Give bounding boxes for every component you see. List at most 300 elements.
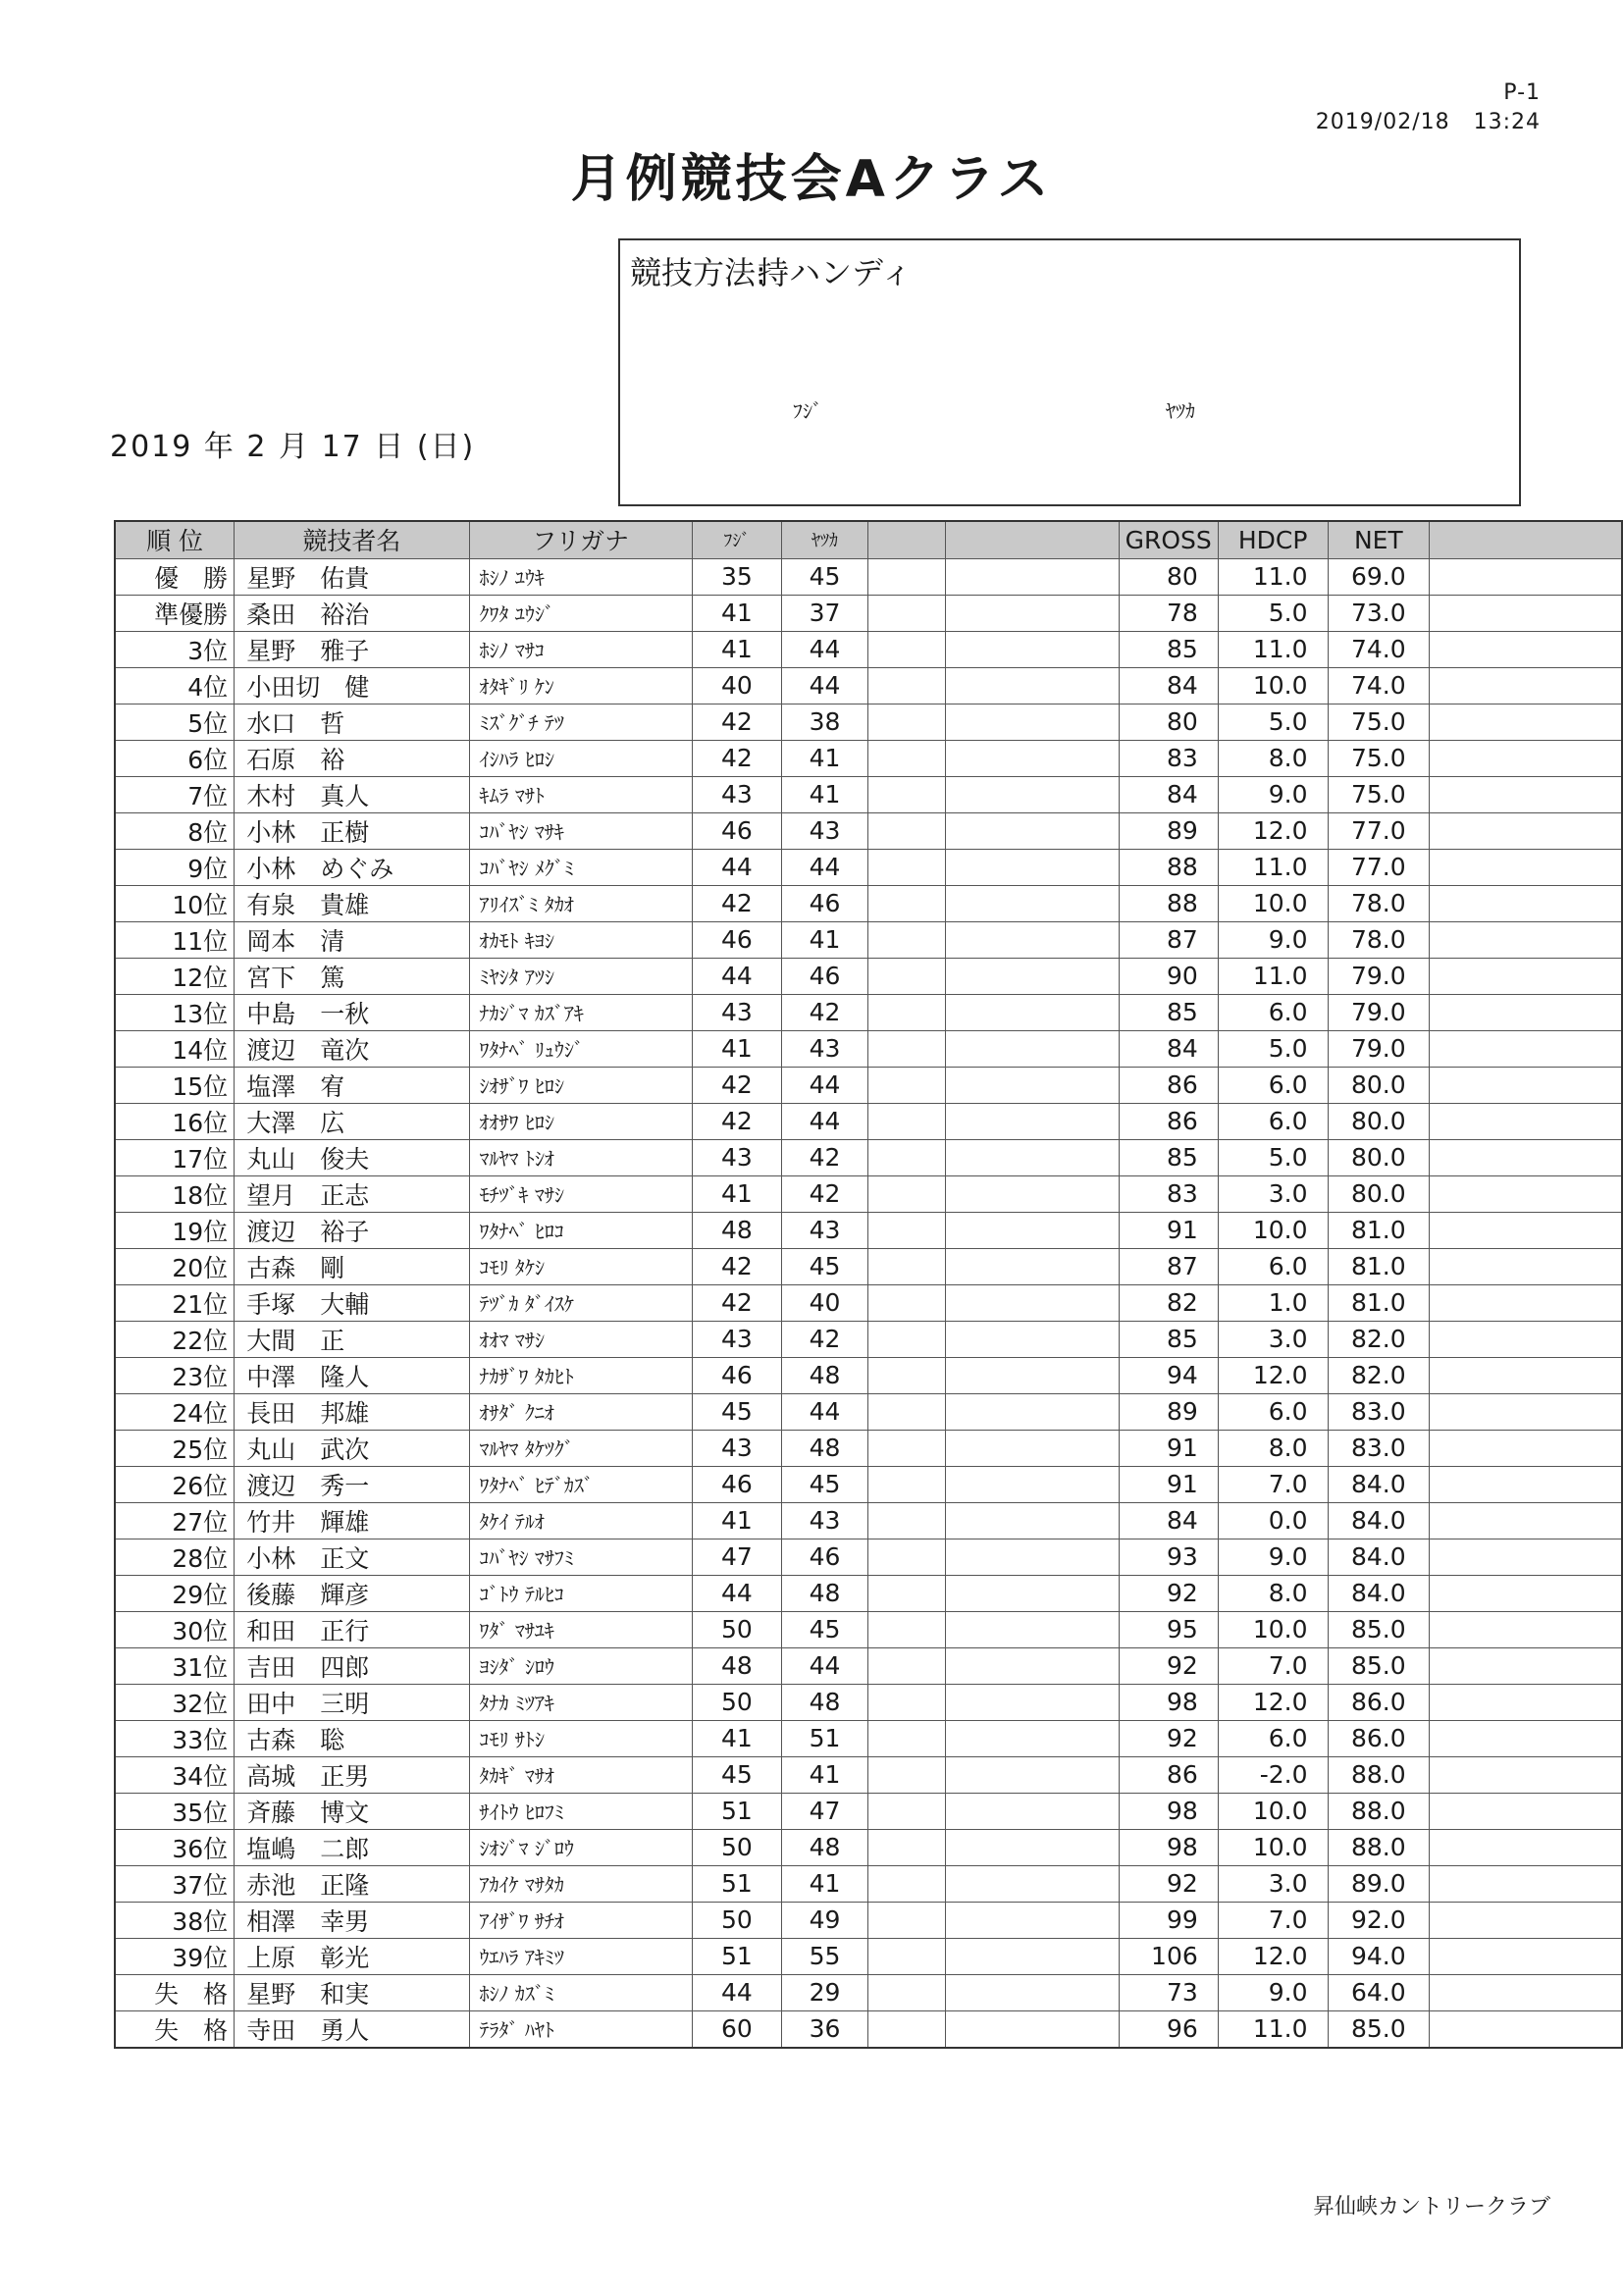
cell-furigana: ﾜﾀﾅﾍﾞ ﾘｭｳｼﾞ <box>469 1030 692 1067</box>
cell-furigana: ｺﾊﾞﾔｼ ﾒｸﾞﾐ <box>469 849 692 885</box>
competition-info-box <box>618 238 1521 506</box>
cell-blank-3 <box>1430 849 1622 885</box>
cell-player-name: 丸山 武次 <box>235 1430 469 1466</box>
cell-furigana: ﾎｼﾉ ﾏｻｺ <box>469 631 692 667</box>
cell-hdcp: 3.0 <box>1218 1865 1328 1902</box>
cell-yatsuka-score: 40 <box>782 1284 868 1321</box>
cell-blank-1 <box>867 849 945 885</box>
cell-blank-1 <box>867 1357 945 1393</box>
table-row <box>115 1139 1622 1175</box>
cell-blank-2 <box>946 1502 1119 1539</box>
cell-furigana: ﾅｶｼﾞﾏ ｶｽﾞｱｷ <box>469 994 692 1030</box>
cell-gross: 80 <box>1119 558 1218 595</box>
cell-fuji-score: 42 <box>692 1067 782 1103</box>
cell-blank-3 <box>1430 1865 1622 1902</box>
cell-fuji-score: 50 <box>692 1611 782 1647</box>
cell-yatsuka-score: 46 <box>782 1539 868 1575</box>
table-row <box>115 1575 1622 1611</box>
cell-blank-1 <box>867 958 945 994</box>
cell-fuji-score: 50 <box>692 1684 782 1720</box>
cell-blank-2 <box>946 1793 1119 1829</box>
cell-yatsuka-score: 38 <box>782 704 868 740</box>
cell-rank: 7位 <box>115 776 235 812</box>
cell-blank-2 <box>946 1539 1119 1575</box>
cell-rank: 35位 <box>115 1793 235 1829</box>
cell-fuji-score: 50 <box>692 1902 782 1938</box>
cell-fuji-score: 42 <box>692 704 782 740</box>
cell-net: 88.0 <box>1328 1756 1430 1793</box>
cell-blank-2 <box>946 704 1119 740</box>
cell-blank-3 <box>1430 1212 1622 1248</box>
table-row <box>115 1938 1622 1974</box>
cell-rank: 6位 <box>115 740 235 776</box>
cell-yatsuka-score: 47 <box>782 1793 868 1829</box>
cell-player-name: 望月 正志 <box>235 1175 469 1212</box>
cell-blank-3 <box>1430 1756 1622 1793</box>
cell-rank: 失 格 <box>115 2010 235 2048</box>
cell-player-name: 斉藤 博文 <box>235 1793 469 1829</box>
cell-furigana: ﾜﾀﾞ ﾏｻﾕｷ <box>469 1611 692 1647</box>
cell-fuji-score: 44 <box>692 1575 782 1611</box>
cell-gross: 93 <box>1119 1539 1218 1575</box>
cell-rank: 5位 <box>115 704 235 740</box>
cell-fuji-score: 51 <box>692 1865 782 1902</box>
cell-fuji-score: 41 <box>692 595 782 631</box>
cell-net: 64.0 <box>1328 1974 1430 2010</box>
cell-hdcp: 10.0 <box>1218 667 1328 704</box>
cell-gross: 84 <box>1119 667 1218 704</box>
cell-blank-3 <box>1430 1103 1622 1139</box>
cell-furigana: ｸﾜﾀ ﾕｳｼﾞ <box>469 595 692 631</box>
cell-blank-3 <box>1430 885 1622 921</box>
table-row <box>115 1502 1622 1539</box>
table-row <box>115 1030 1622 1067</box>
cell-hdcp: 11.0 <box>1218 558 1328 595</box>
cell-blank-3 <box>1430 921 1622 958</box>
table-row <box>115 1175 1622 1212</box>
cell-gross: 92 <box>1119 1720 1218 1756</box>
cell-net: 78.0 <box>1328 885 1430 921</box>
cell-net: 82.0 <box>1328 1357 1430 1393</box>
cell-yatsuka-score: 44 <box>782 849 868 885</box>
cell-fuji-score: 42 <box>692 1284 782 1321</box>
cell-rank: 29位 <box>115 1575 235 1611</box>
cell-yatsuka-score: 42 <box>782 1321 868 1357</box>
table-row <box>115 1647 1622 1684</box>
cell-fuji-score: 48 <box>692 1647 782 1684</box>
cell-blank-2 <box>946 1284 1119 1321</box>
cell-fuji-score: 43 <box>692 994 782 1030</box>
cell-blank-3 <box>1430 1030 1622 1067</box>
table-row <box>115 1865 1622 1902</box>
cell-yatsuka-score: 44 <box>782 1393 868 1430</box>
cell-blank-2 <box>946 1430 1119 1466</box>
cell-blank-1 <box>867 1902 945 1938</box>
cell-hdcp: 5.0 <box>1218 1139 1328 1175</box>
cell-gross: 98 <box>1119 1793 1218 1829</box>
cell-player-name: 渡辺 竜次 <box>235 1030 469 1067</box>
cell-hdcp: 6.0 <box>1218 1103 1328 1139</box>
cell-hdcp: 5.0 <box>1218 704 1328 740</box>
table-row <box>115 740 1622 776</box>
cell-blank-2 <box>946 595 1119 631</box>
table-row <box>115 885 1622 921</box>
cell-net: 75.0 <box>1328 776 1430 812</box>
cell-hdcp: 9.0 <box>1218 1974 1328 2010</box>
table-row <box>115 704 1622 740</box>
cell-player-name: 小林 めぐみ <box>235 849 469 885</box>
cell-blank-1 <box>867 1248 945 1284</box>
cell-blank-3 <box>1430 1321 1622 1357</box>
column-header-blank-3 <box>1430 521 1622 558</box>
cell-blank-1 <box>867 1212 945 1248</box>
cell-fuji-score: 41 <box>692 1175 782 1212</box>
cell-furigana: ﾎｼﾉ ｶｽﾞﾐ <box>469 1974 692 2010</box>
cell-net: 75.0 <box>1328 740 1430 776</box>
cell-rank: 25位 <box>115 1430 235 1466</box>
cell-blank-1 <box>867 1611 945 1647</box>
cell-yatsuka-score: 42 <box>782 994 868 1030</box>
cell-furigana: ﾎｼﾉ ﾕｳｷ <box>469 558 692 595</box>
cell-yatsuka-score: 36 <box>782 2010 868 2048</box>
cell-hdcp: 5.0 <box>1218 1030 1328 1067</box>
cell-net: 88.0 <box>1328 1829 1430 1865</box>
cell-fuji-score: 46 <box>692 921 782 958</box>
cell-yatsuka-score: 42 <box>782 1139 868 1175</box>
cell-blank-2 <box>946 849 1119 885</box>
cell-blank-3 <box>1430 776 1622 812</box>
cell-net: 81.0 <box>1328 1212 1430 1248</box>
table-row <box>115 776 1622 812</box>
cell-hdcp: 6.0 <box>1218 1720 1328 1756</box>
cell-furigana: ｵﾀｷﾞﾘ ｹﾝ <box>469 667 692 704</box>
cell-rank: 24位 <box>115 1393 235 1430</box>
cell-gross: 89 <box>1119 1393 1218 1430</box>
cell-player-name: 桑田 裕治 <box>235 595 469 631</box>
cell-player-name: 中澤 隆人 <box>235 1357 469 1393</box>
cell-net: 85.0 <box>1328 1647 1430 1684</box>
cell-blank-2 <box>946 1466 1119 1502</box>
cell-furigana: ｵｵｻﾜ ﾋﾛｼ <box>469 1103 692 1139</box>
cell-hdcp: 10.0 <box>1218 1793 1328 1829</box>
cell-blank-2 <box>946 1938 1119 1974</box>
cell-hdcp: 11.0 <box>1218 631 1328 667</box>
cell-blank-2 <box>946 1684 1119 1720</box>
cell-yatsuka-score: 45 <box>782 558 868 595</box>
cell-rank: 31位 <box>115 1647 235 1684</box>
cell-blank-3 <box>1430 740 1622 776</box>
cell-furigana: ｵｻﾀﾞ ｸﾆｵ <box>469 1393 692 1430</box>
cell-fuji-score: 40 <box>692 667 782 704</box>
cell-net: 79.0 <box>1328 994 1430 1030</box>
table-row <box>115 1357 1622 1393</box>
cell-blank-2 <box>946 1212 1119 1248</box>
cell-gross: 95 <box>1119 1611 1218 1647</box>
cell-blank-1 <box>867 776 945 812</box>
organization-name: 昇仙峡カントリークラブ <box>1312 2195 1550 2219</box>
cell-gross: 85 <box>1119 1321 1218 1357</box>
results-table <box>114 520 1623 2049</box>
cell-rank: 15位 <box>115 1067 235 1103</box>
cell-furigana: ｺﾊﾞﾔｼ ﾏｻｷ <box>469 812 692 849</box>
cell-fuji-score: 42 <box>692 1103 782 1139</box>
cell-fuji-score: 42 <box>692 885 782 921</box>
table-row <box>115 1829 1622 1865</box>
cell-player-name: 大澤 広 <box>235 1103 469 1139</box>
cell-rank: 19位 <box>115 1212 235 1248</box>
cell-net: 75.0 <box>1328 704 1430 740</box>
cell-yatsuka-score: 45 <box>782 1611 868 1647</box>
cell-net: 73.0 <box>1328 595 1430 631</box>
cell-net: 89.0 <box>1328 1865 1430 1902</box>
cell-blank-2 <box>946 740 1119 776</box>
cell-net: 84.0 <box>1328 1575 1430 1611</box>
cell-net: 83.0 <box>1328 1430 1430 1466</box>
cell-blank-3 <box>1430 994 1622 1030</box>
cell-player-name: 手塚 大輔 <box>235 1284 469 1321</box>
cell-blank-1 <box>867 1139 945 1175</box>
cell-furigana: ｵｶﾓﾄ ｷﾖｼ <box>469 921 692 958</box>
column-header-blank-2 <box>946 521 1119 558</box>
cell-blank-3 <box>1430 595 1622 631</box>
table-row <box>115 1430 1622 1466</box>
cell-yatsuka-score: 44 <box>782 1103 868 1139</box>
cell-blank-1 <box>867 1466 945 1502</box>
cell-blank-3 <box>1430 1829 1622 1865</box>
cell-gross: 83 <box>1119 1175 1218 1212</box>
table-row <box>115 1756 1622 1793</box>
cell-fuji-score: 46 <box>692 1357 782 1393</box>
cell-yatsuka-score: 44 <box>782 667 868 704</box>
cell-blank-3 <box>1430 1647 1622 1684</box>
cell-blank-2 <box>946 1139 1119 1175</box>
cell-blank-1 <box>867 740 945 776</box>
cell-gross: 92 <box>1119 1865 1218 1902</box>
cell-hdcp: 10.0 <box>1218 1611 1328 1647</box>
cell-gross: 84 <box>1119 1030 1218 1067</box>
cell-net: 85.0 <box>1328 2010 1430 2048</box>
cell-blank-3 <box>1430 1684 1622 1720</box>
cell-blank-1 <box>867 812 945 849</box>
cell-blank-1 <box>867 558 945 595</box>
cell-blank-1 <box>867 1284 945 1321</box>
cell-player-name: 渡辺 裕子 <box>235 1212 469 1248</box>
cell-player-name: 古森 聡 <box>235 1720 469 1756</box>
cell-furigana: ﾀﾅｶ ﾐﾂｱｷ <box>469 1684 692 1720</box>
event-date: 2019 年 2 月 17 日 (日) <box>110 430 476 464</box>
cell-furigana: ﾏﾙﾔﾏ ﾀｹﾂｸﾞ <box>469 1430 692 1466</box>
cell-gross: 99 <box>1119 1902 1218 1938</box>
table-row <box>115 1793 1622 1829</box>
cell-fuji-score: 42 <box>692 740 782 776</box>
cell-blank-3 <box>1430 1974 1622 2010</box>
cell-hdcp: 3.0 <box>1218 1321 1328 1357</box>
cell-furigana: ﾏﾙﾔﾏ ﾄｼｵ <box>469 1139 692 1175</box>
table-row <box>115 958 1622 994</box>
cell-blank-2 <box>946 1829 1119 1865</box>
cell-blank-1 <box>867 994 945 1030</box>
table-row <box>115 558 1622 595</box>
cell-fuji-score: 50 <box>692 1829 782 1865</box>
cell-blank-3 <box>1430 2010 1622 2048</box>
cell-blank-2 <box>946 885 1119 921</box>
cell-blank-1 <box>867 1865 945 1902</box>
cell-fuji-score: 43 <box>692 1139 782 1175</box>
cell-blank-2 <box>946 1393 1119 1430</box>
cell-blank-2 <box>946 1248 1119 1284</box>
cell-fuji-score: 44 <box>692 1974 782 2010</box>
cell-blank-2 <box>946 776 1119 812</box>
cell-furigana: ｺﾞﾄｳ ﾃﾙﾋｺ <box>469 1575 692 1611</box>
cell-hdcp: 9.0 <box>1218 921 1328 958</box>
cell-player-name: 星野 和実 <box>235 1974 469 2010</box>
cell-player-name: 星野 雅子 <box>235 631 469 667</box>
cell-hdcp: 9.0 <box>1218 776 1328 812</box>
cell-blank-1 <box>867 1974 945 2010</box>
cell-blank-2 <box>946 631 1119 667</box>
cell-hdcp: 6.0 <box>1218 994 1328 1030</box>
table-row <box>115 849 1622 885</box>
cell-net: 94.0 <box>1328 1938 1430 1974</box>
cell-blank-3 <box>1430 1902 1622 1938</box>
cell-gross: 85 <box>1119 994 1218 1030</box>
cell-furigana: ｻｲﾄｳ ﾋﾛﾌﾐ <box>469 1793 692 1829</box>
column-header-rank: 順 位 <box>115 521 235 558</box>
cell-hdcp: 12.0 <box>1218 1684 1328 1720</box>
cell-yatsuka-score: 48 <box>782 1575 868 1611</box>
cell-yatsuka-score: 48 <box>782 1684 868 1720</box>
cell-furigana: ﾀｹｲ ﾃﾙｵ <box>469 1502 692 1539</box>
table-row <box>115 1393 1622 1430</box>
cell-blank-2 <box>946 1720 1119 1756</box>
cell-net: 88.0 <box>1328 1793 1430 1829</box>
cell-blank-2 <box>946 1575 1119 1611</box>
cell-rank: 22位 <box>115 1321 235 1357</box>
cell-hdcp: 6.0 <box>1218 1393 1328 1430</box>
cell-furigana: ｲｼﾊﾗ ﾋﾛｼ <box>469 740 692 776</box>
cell-yatsuka-score: 41 <box>782 1756 868 1793</box>
table-row <box>115 1284 1622 1321</box>
cell-hdcp: 7.0 <box>1218 1902 1328 1938</box>
cell-gross: 92 <box>1119 1575 1218 1611</box>
cell-player-name: 小田切 健 <box>235 667 469 704</box>
cell-blank-1 <box>867 1430 945 1466</box>
table-row <box>115 1248 1622 1284</box>
table-row <box>115 2010 1622 2048</box>
cell-gross: 84 <box>1119 1502 1218 1539</box>
cell-blank-1 <box>867 1938 945 1974</box>
cell-gross: 91 <box>1119 1212 1218 1248</box>
cell-rank: 18位 <box>115 1175 235 1212</box>
cell-rank: 30位 <box>115 1611 235 1647</box>
cell-furigana: ｺﾓﾘ ｻﾄｼ <box>469 1720 692 1756</box>
cell-net: 84.0 <box>1328 1539 1430 1575</box>
cell-blank-1 <box>867 631 945 667</box>
cell-blank-1 <box>867 595 945 631</box>
cell-net: 83.0 <box>1328 1393 1430 1430</box>
cell-hdcp: 6.0 <box>1218 1067 1328 1103</box>
cell-blank-3 <box>1430 1067 1622 1103</box>
cell-player-name: 大間 正 <box>235 1321 469 1357</box>
cell-blank-1 <box>867 1575 945 1611</box>
cell-fuji-score: 43 <box>692 1321 782 1357</box>
results-body <box>115 558 1622 2048</box>
cell-furigana: ﾜﾀﾅﾍﾞ ﾋﾃﾞｶｽﾞ <box>469 1466 692 1502</box>
cell-blank-3 <box>1430 1393 1622 1430</box>
print-time: 13:24 <box>1473 110 1541 134</box>
cell-hdcp: 10.0 <box>1218 1829 1328 1865</box>
cell-gross: 73 <box>1119 1974 1218 2010</box>
cell-blank-2 <box>946 558 1119 595</box>
cell-hdcp: 7.0 <box>1218 1647 1328 1684</box>
cell-player-name: 塩澤 宥 <box>235 1067 469 1103</box>
cell-net: 79.0 <box>1328 958 1430 994</box>
cell-rank: 23位 <box>115 1357 235 1393</box>
cell-blank-2 <box>946 1647 1119 1684</box>
cell-blank-1 <box>867 1720 945 1756</box>
cell-blank-3 <box>1430 558 1622 595</box>
cell-blank-1 <box>867 1030 945 1067</box>
cell-yatsuka-score: 43 <box>782 812 868 849</box>
cell-fuji-score: 43 <box>692 776 782 812</box>
cell-rank: 32位 <box>115 1684 235 1720</box>
cell-blank-3 <box>1430 812 1622 849</box>
cell-blank-2 <box>946 1321 1119 1357</box>
table-row <box>115 1539 1622 1575</box>
cell-yatsuka-score: 43 <box>782 1030 868 1067</box>
cell-blank-1 <box>867 1175 945 1212</box>
table-row <box>115 667 1622 704</box>
cell-gross: 106 <box>1119 1938 1218 1974</box>
cell-gross: 83 <box>1119 740 1218 776</box>
cell-gross: 87 <box>1119 1248 1218 1284</box>
cell-yatsuka-score: 51 <box>782 1720 868 1756</box>
cell-rank: 10位 <box>115 885 235 921</box>
cell-hdcp: 3.0 <box>1218 1175 1328 1212</box>
cell-player-name: 木村 真人 <box>235 776 469 812</box>
cell-net: 85.0 <box>1328 1611 1430 1647</box>
cell-fuji-score: 46 <box>692 1466 782 1502</box>
cell-blank-2 <box>946 1030 1119 1067</box>
cell-yatsuka-score: 41 <box>782 921 868 958</box>
cell-gross: 86 <box>1119 1756 1218 1793</box>
cell-player-name: 赤池 正隆 <box>235 1865 469 1902</box>
cell-yatsuka-score: 45 <box>782 1466 868 1502</box>
cell-furigana: ﾅｶｻﾞﾜ ﾀｶﾋﾄ <box>469 1357 692 1393</box>
cell-net: 77.0 <box>1328 849 1430 885</box>
cell-player-name: 竹井 輝雄 <box>235 1502 469 1539</box>
cell-blank-2 <box>946 2010 1119 2048</box>
cell-blank-3 <box>1430 1430 1622 1466</box>
cell-player-name: 寺田 勇人 <box>235 2010 469 2048</box>
cell-blank-2 <box>946 1611 1119 1647</box>
cell-gross: 91 <box>1119 1466 1218 1502</box>
cell-player-name: 塩嶋 二郎 <box>235 1829 469 1865</box>
cell-hdcp: 8.0 <box>1218 740 1328 776</box>
table-row <box>115 1212 1622 1248</box>
cell-blank-1 <box>867 1829 945 1865</box>
cell-blank-1 <box>867 704 945 740</box>
cell-player-name: 中島 一秋 <box>235 994 469 1030</box>
cell-rank: 9位 <box>115 849 235 885</box>
cell-player-name: 和田 正行 <box>235 1611 469 1647</box>
cell-blank-3 <box>1430 704 1622 740</box>
cell-fuji-score: 42 <box>692 1248 782 1284</box>
cell-blank-2 <box>946 1103 1119 1139</box>
cell-fuji-score: 45 <box>692 1756 782 1793</box>
cell-blank-1 <box>867 2010 945 2048</box>
cell-yatsuka-score: 46 <box>782 885 868 921</box>
